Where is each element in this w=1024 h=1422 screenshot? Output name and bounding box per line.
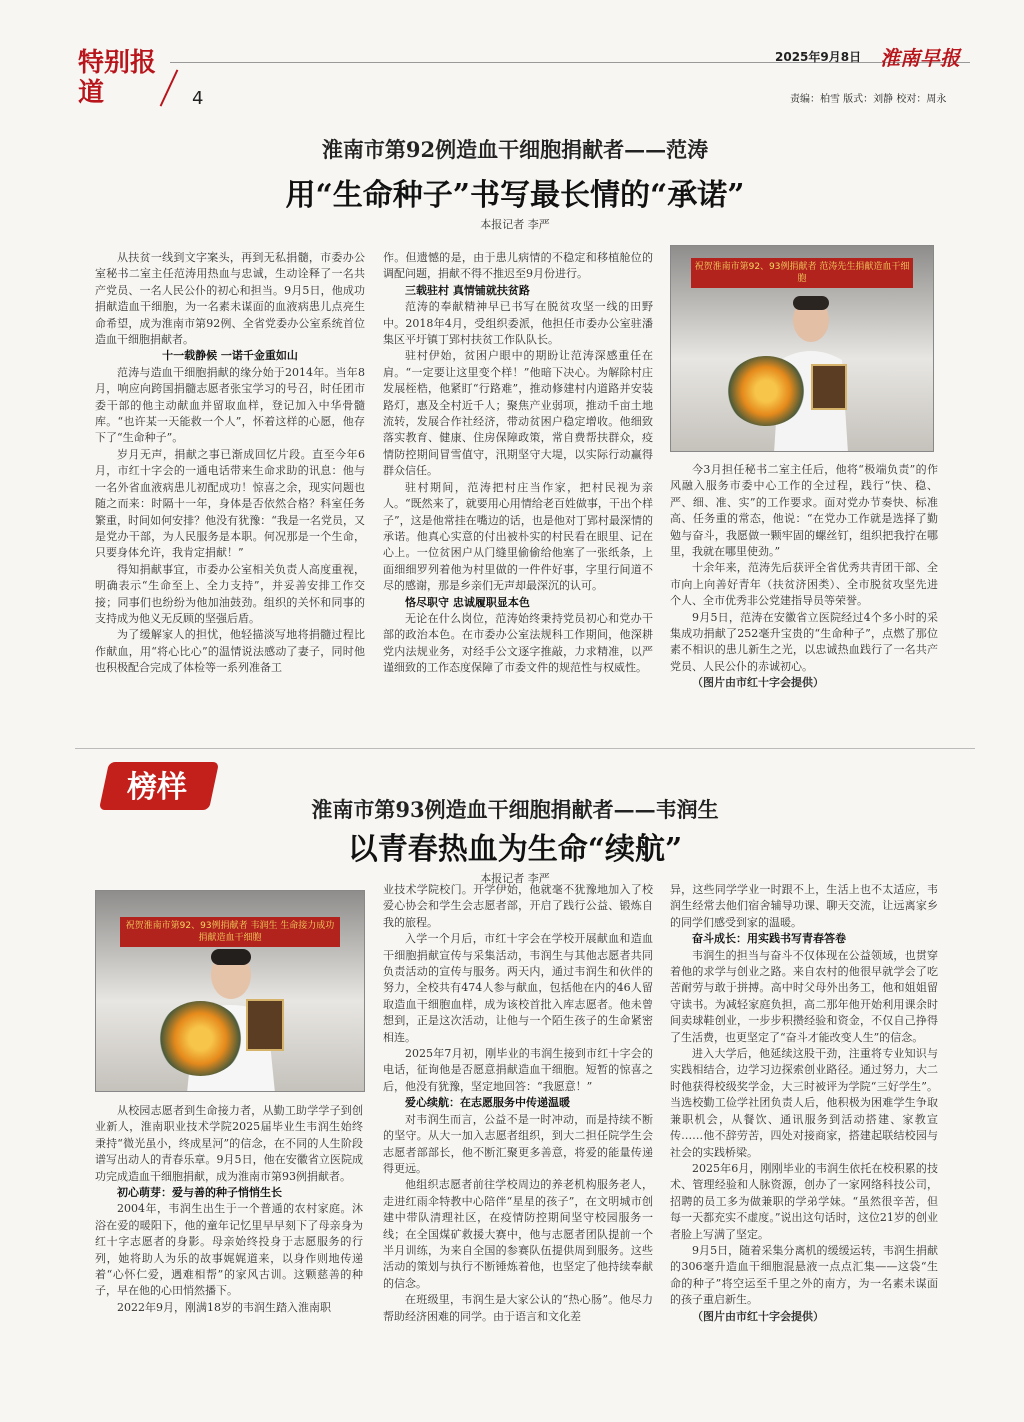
article1-photo-banner: 祝贺淮南市第92、93例捐献者 范涛先生捐献造血干细胞 — [691, 258, 913, 288]
page-number: 4 — [192, 88, 204, 109]
article2-byline: 本报记者 李严 — [480, 872, 550, 885]
paragraph: 得知捐献事宜，市委办公室相关负责人高度重视，明确表示“生命至上、全力支持”，并妥善安排工作交接；同事们也纷纷为他加油鼓劲。组织的关怀和同事的支持成为他义无反顾的坚强后盾。 — [95, 562, 365, 625]
paragraph: 十余年来，范涛先后获评全省优秀共青团干部、全市向上向善好青年（扶贫济困类）、全市脱贫攻坚先进个人、全市优秀非公党建指导员等荣誉。 — [670, 561, 938, 608]
paragraph: 驻村伊始，贫困户眼中的期盼让范涛深感重任在肩。“一定要让这里变个样！”他暗下决心。为解除村庄发展桎梏，他紧盯“行路难”，推动修建村内道路并安装路灯，惠及全村近千人；聚焦产业弱项，推动千亩土地流转，发展合作社经济，带动贫困户稳定增收。他细致落实教育、健康、住房保障政策，常自费帮扶群众，疫情防控期间冒雪值守，汛期坚守大堤，以实际行动赢得群众信任。 — [383, 349, 653, 478]
paragraph: 在班级里，韦润生是大家公认的“热心肠”。他尽力帮助经济困难的同学。由于语言和文化差 — [383, 1293, 653, 1323]
section-divider — [75, 748, 975, 749]
paragraph: 2004年，韦润生出生于一个普通的农村家庭。沐浴在爱的暖阳下，他的童年记忆里早早刻下了母亲身为红十字志愿者的身影。母亲始终投身于志愿服务的行列，她将助人为乐的故事娓娓道来，以身作则地传递着“心怀仁爱，遇难相帮”的家风古训。这颗慈善的种子，早在他的心田悄然播下。 — [95, 1202, 363, 1298]
paragraph: 他组织志愿者前往学校周边的养老机构服务老人，走进红雨伞特教中心陪伴“星星的孩子”，在文明城市创建中带队清理社区，在疫情防控期间坚守校园服务一线；在全国煤矿救援大赛中，他与志愿者团队提前一个半月训练，为来自全国的参赛队伍提供周到服务。这些活动的策划与执行不断锤炼着他，也坚定了他持续奉献的信念。 — [383, 1178, 653, 1290]
honor-plaque — [246, 999, 284, 1051]
paragraph: 异，这些同学学业一时跟不上，生活上也不太适应，韦润生经常去他们宿舍辅导功课、聊天交流，让远离家乡的同学们感受到家的温暖。 — [670, 883, 938, 929]
paragraph: 9月5日，随着采集分离机的缓缓运转，韦润生捐献的306毫升造血干细胞混悬液一点点汇集——这袋“生命的种子”将空运至千里之外的南方，为一名素未谋面的孩子重启新生。 — [670, 1243, 938, 1307]
article2-subtitle: 淮南市第93例造血干细胞捐献者——韦润生 — [311, 797, 719, 822]
article1-photo — [670, 245, 934, 452]
article1-column-1 — [95, 250, 365, 677]
flower-bouquet — [158, 1001, 243, 1076]
article1-subtitle: 淮南市第92例造血干细胞捐献者——范涛 — [321, 137, 709, 162]
flower-bouquet — [726, 356, 806, 426]
section-heading: 十一载静候 一诺千金重如山 — [162, 349, 298, 363]
paragraph: 从校园志愿者到生命接力者，从勤工助学学子到创业新人，淮南职业技术学院2025届毕业生韦润生始终秉持“微光虽小，终成星河”的信念，在不同的人生阶段谱写出动人的青春乐章。9月5日，他在安徽省立医院成功完成造血干细胞捐献，成为淮南市第93例捐献者。 — [95, 1104, 363, 1183]
paragraph: 范涛的奉献精神早已书写在脱贫攻坚一线的田野中。2018年4月，受组织委派，他担任市委办公室驻潘集区平圩镇丁郢村扶贫工作队队长。 — [383, 300, 653, 347]
paragraph: 驻村期间，范涛把村庄当作家，把村民视为亲人。“既然来了，就要用心用情给老百姓做事，干出个样子”，这是他常挂在嘴边的话，也是他对丁郢村最深情的承诺。他真心实意的付出被朴实的村民看在眼里、记在心上。一位贫困户从门缝里偷偷给他塞了一张纸条，上面细细罗列着他为村里做的一件件好事，字里行间道不尽的感谢，那是乡亲们无声却最深沉的认可。 — [383, 480, 653, 593]
paragraph: 对韦润生而言，公益不是一时冲动，而是持续不断的坚守。从大一加入志愿者组织，到大二担任院学生会志愿者部部长，他不断汇聚更多善意，将爱的能量传递得更远。 — [383, 1112, 653, 1175]
paragraph: 9月5日，范涛在安徽省立医院经过4个多小时的采集成功捐献了252毫升宝贵的“生命种子”，点燃了那位素不相识的患儿新生之光，以忠诚热血践行了一名共产党员、人民公仆的赤诚初心。 — [670, 610, 938, 673]
bangyang-badge: 榜样 — [127, 770, 187, 805]
editor-credits: 责编：柏雪 版式：刘静 校对：周永 — [790, 94, 947, 105]
photo-credit: （图片由市红十字会提供） — [692, 1309, 824, 1323]
article1-byline: 本报记者 李严 — [480, 218, 550, 231]
paragraph: 作。但遗憾的是，由于患儿病情的不稳定和移植舱位的调配问题，捐献不得不推迟至9月份进行。 — [383, 251, 653, 281]
article1-column-3 — [670, 462, 938, 692]
paragraph: 范涛与造血干细胞捐献的缘分始于2014年。当年8月，响应向跨国捐髓志愿者张宝学习的号召，时任团市委干部的他主动献血并留取血样，登记加入中华骨髓库。“也许某一天能救一个人”，怀着这样的心愿，他存下了“生命种子”。 — [95, 365, 365, 445]
paragraph: 岁月无声，捐献之事已渐成回忆片段。直至今年6月，市红十字会的一通电话带来生命求助的讯息：他与一名外省血液病患儿初配成功！惊喜之余，现实问题也随之而来：时隔十一年，身体是否依然合格？科室任务繁重，时间如何安排？他没有犹豫：“我是一名党员，又是党办干部，为人民服务是本职。何况那是一个生命，只要身体允许，我肯定捐献！” — [95, 447, 365, 560]
article1-column-2 — [383, 250, 653, 677]
section-heading: 奋斗成长：用实践书写青春答卷 — [692, 932, 846, 946]
paragraph: 从扶贫一线到文字案头，再到无私捐髓，市委办公室秘书二室主任范涛用热血与忠诚，生动诠释了一名共产党员、一名人民公仆的初心和担当。9月5日，他成功捐献造血干细胞，为一名素未谋面的血液病患儿点亮生命希望，成为淮南市第92例、全省党委办公室系统首位造血干细胞捐献者。 — [95, 251, 365, 347]
paragraph: 今3月担任秘书二室主任后，他将“极端负责”的作风融入服务市委中心工作的全过程，践行“快、稳、严、细、准、实”的工作要求。面对党办节奏快、标准高、任务重的常态，他说：“在党办工作就是选择了勤勉与奋斗，我愿做一颗牢固的螺丝钉，组织把我拧在哪里，我就在哪里使劲。” — [670, 463, 938, 559]
article2-column-1 — [95, 1103, 363, 1316]
section-heading: 初心萌芽：爱与善的种子悄悄生长 — [117, 1186, 282, 1200]
issue-date: 2025年9月8日 — [775, 50, 862, 64]
photo-credit: （图片由市红十字会提供） — [692, 676, 824, 690]
paragraph: 进入大学后，他延续这股干劲，注重将专业知识与实践相结合，边学习边探索创业路径。通过努力，大二时他获得校级奖学金，大三时被评为学院“三好学生”。当选校勤工俭学社团负责人后，他积极为困难学生争取兼职机会，从餐饮、通讯服务到活动搭建、家教宣传……他不辞劳苦，四处对接商家，搭建起联结校园与社会的实践桥梁。 — [670, 1047, 938, 1159]
section-heading: 恪尽职守 忠诚履职显本色 — [405, 595, 530, 609]
section-title: 特别报道 — [78, 48, 157, 108]
paragraph: 2025年7月初，刚毕业的韦润生接到市红十字会的电话，征询他是否愿意捐献造血干细胞。短暂的惊喜之后，他没有犹豫，坚定地回答：“我愿意！” — [383, 1047, 653, 1093]
section-heading: 爱心续航：在志愿服务中传递温暖 — [405, 1096, 570, 1110]
article2-column-2 — [383, 882, 653, 1325]
paragraph: 为了缓解家人的担忧，他轻描淡写地将捐髓过程比作献血，用“将心比心”的温情说法感动了妻子，同时他也积极配合完成了体检等一系列准备工 — [95, 628, 365, 675]
paragraph: 2025年6月，刚刚毕业的韦润生依托在校积累的技术、管理经验和人脉资源，创办了一家网络科技公司，招聘的员工多为做兼职的学弟学妹。“虽然很辛苦，但每一天都充实不虚度。”说出这句话时，这位21岁的创业者脸上写满了坚定。 — [670, 1161, 938, 1241]
paragraph: 无论在什么岗位，范涛始终秉持党员初心和党办干部的政治本色。在市委办公室法规科工作期间，他深耕党内法规业务，对经手公文逐字推敲，力求精准，以严谨细致的工作态度保障了市委文件的规范性与权威性。 — [383, 611, 653, 675]
paragraph: 业技术学院校门。开学伊始，他就毫不犹豫地加入了校爱心协会和学生会志愿者部，开启了践行公益、锻炼自我的旅程。 — [383, 883, 653, 929]
honor-plaque — [811, 364, 847, 410]
paragraph: 入学一个月后，市红十字会在学校开展献血和造血干细胞捐献宣传与采集活动，韦润生与其他志愿者共同负责活动的宣传与服务。两天内，通过韦润生和伙伴的努力，全校共有474人参与献血，包括他在内的46人留取造血干细胞血样，成为该校首批入库志愿者。他未曾想到，正是这次活动，让他与一个陌生孩子的生命紧密相连。 — [383, 932, 653, 1044]
article2-title: 以青春热血为生命“续航” — [347, 832, 683, 867]
article2-column-3 — [670, 882, 938, 1325]
section-heading: 三载驻村 真情铺就扶贫路 — [405, 283, 530, 297]
article1-title: 用“生命种子”书写最长情的“承诺” — [285, 178, 745, 213]
paper-name: 淮南早报 — [880, 46, 960, 70]
paragraph: 韦润生的担当与奋斗不仅体现在公益领域，也贯穿着他的求学与创业之路。来自农村的他很早就学会了吃苦耐劳与敢于拼搏。高中时父母外出务工，他和姐姐留守读书。为减轻家庭负担，高二那年他开始利用课余时间卖球鞋创业，一步步积攒经验和资金，不仅自己挣得了生活费，也更坚定了“奋斗才能改变人生”的信念。 — [670, 948, 938, 1044]
article2-photo-banner: 祝贺淮南市第92、93例捐献者 韦润生 生命接力成功捐献造血干细胞 — [120, 917, 340, 947]
paragraph: 2022年9月，刚满18岁的韦润生踏入淮南职 — [117, 1300, 331, 1314]
article2-photo — [95, 890, 365, 1092]
